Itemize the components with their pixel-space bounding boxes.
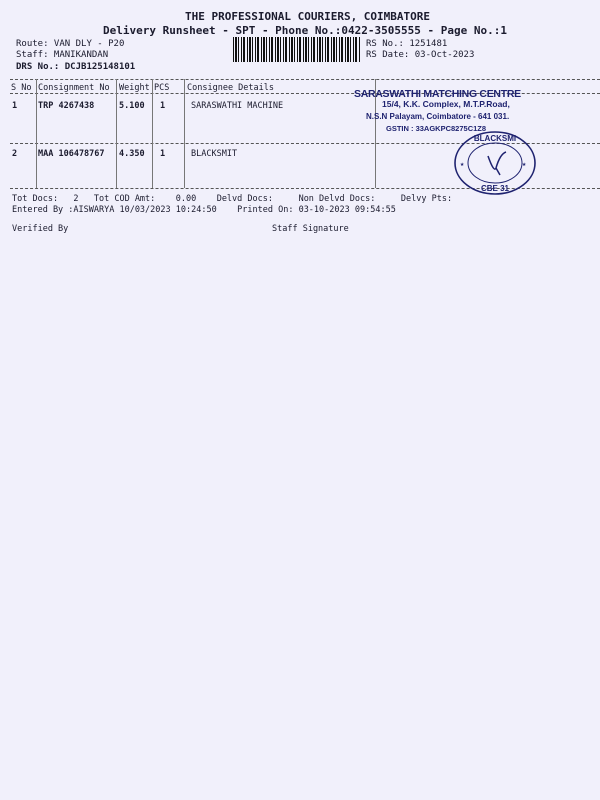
- table-row-1-sno: 1: [12, 101, 18, 111]
- table-row-1-consignment: TRP 4267438: [38, 101, 95, 111]
- table-row-2-sno: 2: [12, 149, 18, 159]
- column-header-pcs: PCS: [154, 83, 170, 93]
- stamp-business-name: SARASWATHI MATCHING CENTRE: [354, 88, 521, 100]
- seal-star-icon: ★: [460, 160, 465, 168]
- route-text: Route: VAN DLY - P20: [16, 39, 125, 49]
- table-row-2-consignee: BLACKSMIT: [191, 149, 238, 159]
- staff-text: Staff: MANIKANDAN: [16, 50, 109, 60]
- totals-summary: Tot Docs: 2 Tot COD Amt: 0.00 Delvd Docs: Non Delvd Docs: Delvy Pts:: [12, 194, 453, 204]
- stamp-address-line: 15/4, K.K. Complex, M.T.P.Road,: [382, 99, 510, 109]
- drs-number: DRS No.: DCJB125148101: [16, 62, 136, 72]
- column-header-weight: Weight: [119, 83, 150, 93]
- staff-signature-label: Staff Signature: [272, 224, 349, 234]
- table-top-rule: [10, 79, 600, 80]
- table-row-1-consignee: SARASWATHI MACHINE: [191, 101, 284, 111]
- entered-printed-line: Entered By :AISWARYA 10/03/2023 10:24:50 Printed On: 03-10-2023 09:54:55: [12, 205, 396, 215]
- rs-date: RS Date: 03-Oct-2023: [366, 50, 475, 60]
- round-seal-stamp: [450, 128, 540, 198]
- column-divider: [36, 79, 37, 188]
- table-row-2-consignment: MAA 106478767: [38, 149, 105, 159]
- table-row-2-pcs: 1: [160, 149, 166, 159]
- barcode-image: [233, 37, 361, 62]
- runsheet-subtitle: Delivery Runsheet - SPT - Phone No.:0422-3505555 - Page No.:1: [103, 24, 507, 37]
- seal-top-text: BLACKSMI: [473, 134, 517, 143]
- column-header-consignment: Consignment No: [38, 83, 110, 93]
- rs-number: RS No.: 1251481: [366, 39, 448, 49]
- column-divider: [184, 79, 185, 188]
- verified-by-label: Verified By: [12, 224, 69, 234]
- stamp-city-line: N.S.N Palayam, Coimbatore - 641 031.: [366, 112, 510, 121]
- seal-bottom-text: CBE 31: [480, 184, 510, 193]
- signature-mark: [488, 152, 506, 175]
- column-divider: [116, 79, 117, 188]
- stamp-gstin: GSTIN : 33AGKPC8275C1Z8: [386, 124, 487, 133]
- company-title: THE PROFESSIONAL COURIERS, COIMBATORE: [185, 10, 431, 23]
- table-row-1-pcs: 1: [160, 101, 166, 111]
- seal-star-icon: ★: [522, 160, 527, 168]
- column-header-consignee: Consignee Details: [187, 83, 274, 93]
- column-header-sno: S No: [11, 83, 32, 93]
- table-row-2-weight: 4.350: [119, 149, 145, 159]
- column-divider: [152, 79, 153, 188]
- table-row-1-weight: 5.100: [119, 101, 145, 111]
